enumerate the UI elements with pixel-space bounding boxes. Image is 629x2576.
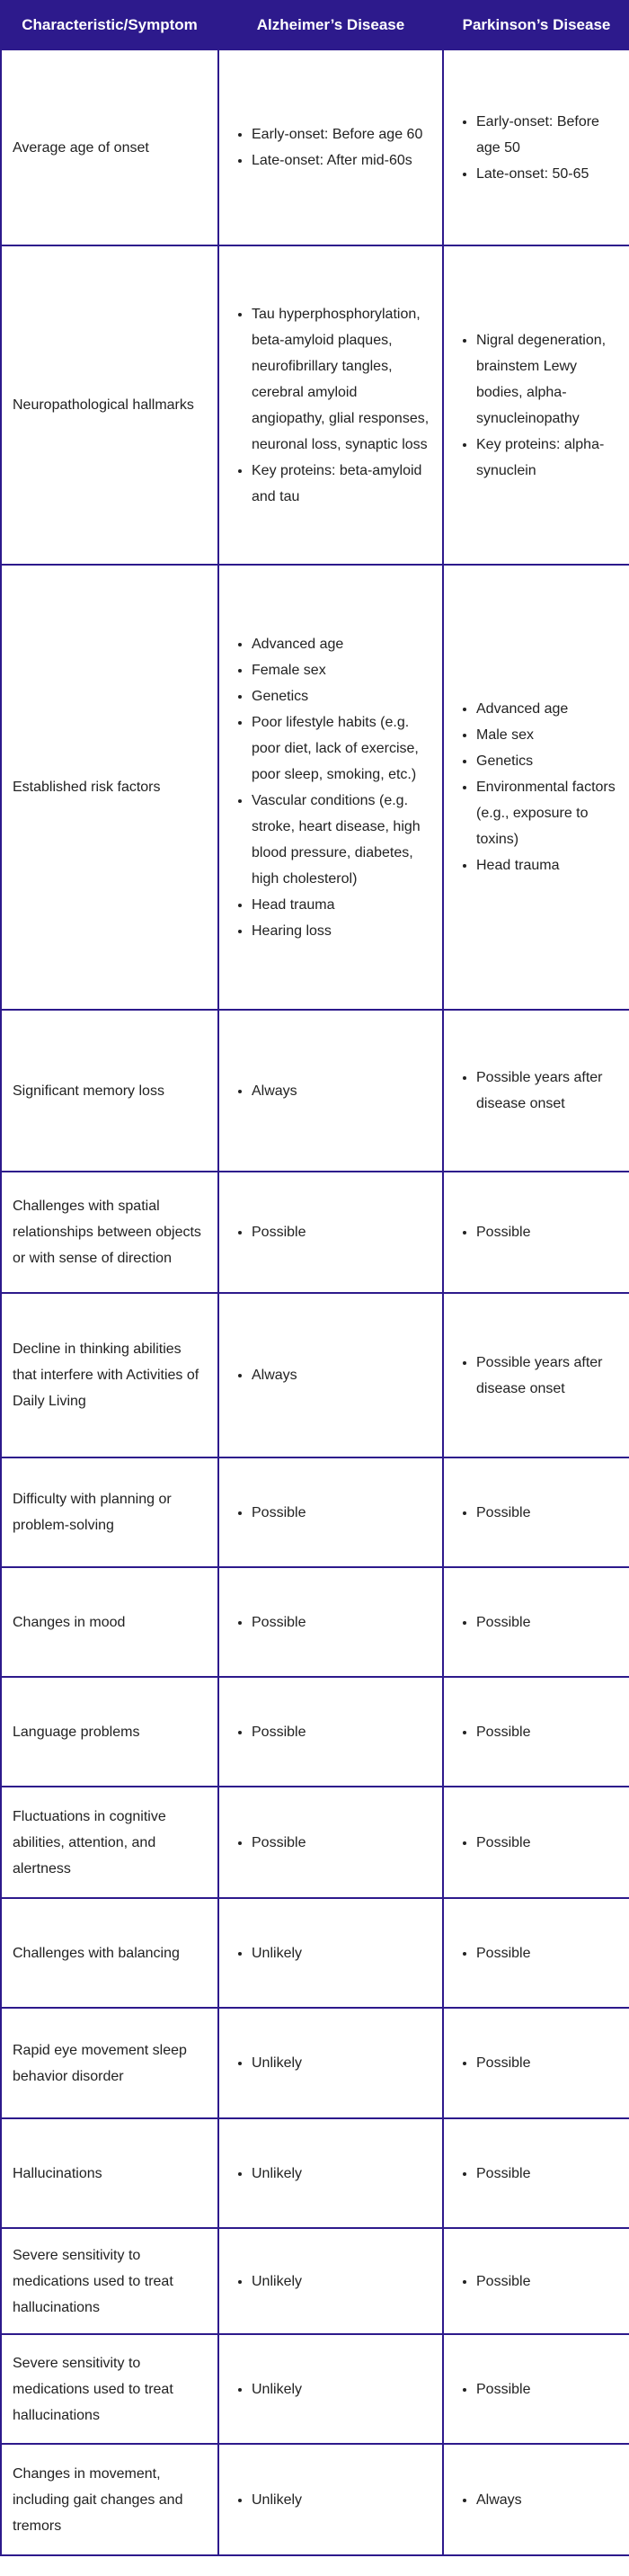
parkinsons-list-item: • Nigral degeneration, brainstem Lewy bodies, alpha-synucleinopathy [476, 327, 620, 432]
alzheimers-list-item: • Unlikely [252, 2161, 433, 2187]
parkinsons-list [455, 1830, 620, 1856]
parkinsons-cell [443, 2228, 629, 2334]
parkinsons-list-item: • Possible [476, 1940, 620, 1966]
header-row [1, 1, 629, 49]
alzheimers-list-item: • Unlikely [252, 2268, 433, 2295]
alzheimers-list [230, 1362, 433, 1388]
parkinsons-list [455, 696, 620, 878]
characteristic-cell: Language problems [1, 1677, 218, 1787]
parkinsons-list-item: • Possible years after disease onset [476, 1350, 620, 1402]
alzheimers-list [230, 1719, 433, 1745]
parkinsons-cell [443, 2334, 629, 2444]
parkinsons-list [455, 1500, 620, 1526]
characteristic-cell: Rapid eye movement sleep behavior disorder [1, 2008, 218, 2118]
header-parkinsons: Parkinson’s Disease [443, 1, 629, 49]
parkinsons-list-item: • Possible [476, 2161, 620, 2187]
alzheimers-cell [218, 1787, 443, 1898]
characteristic-cell: Changes in movement, including gait changes and tremors [1, 2444, 218, 2555]
parkinsons-list [455, 2487, 620, 2513]
alzheimers-cell [218, 1172, 443, 1293]
table-row [1, 1010, 629, 1172]
alzheimers-list-item: • Tau hyperphosphorylation, beta-amyloid plaques, neurofibrillary tangles, cerebral amyloid angiopathy, glial responses, neuronal loss, synaptic loss [252, 301, 433, 458]
alzheimers-cell [218, 2228, 443, 2334]
characteristic-cell: Challenges with balancing [1, 1898, 218, 2008]
alzheimers-list-item: • Unlikely [252, 2487, 433, 2513]
alzheimers-list-item: • Poor lifestyle habits (e.g. poor diet, lack of exercise, poor sleep, smoking, etc.) [252, 709, 433, 788]
parkinsons-list-item: • Possible [476, 1830, 620, 1856]
alzheimers-list-item: • Always [252, 1078, 433, 1104]
table-row [1, 1172, 629, 1293]
alzheimers-list-item: • Possible [252, 1500, 433, 1526]
parkinsons-cell [443, 49, 629, 245]
alzheimers-list-item: • Female sex [252, 657, 433, 683]
table-row [1, 2008, 629, 2118]
alzheimers-list [230, 301, 433, 510]
alzheimers-list-item: • Possible [252, 1609, 433, 1636]
parkinsons-cell [443, 1293, 629, 1457]
parkinsons-list-item: • Environmental factors (e.g., exposure to toxins) [476, 774, 620, 852]
parkinsons-list [455, 1219, 620, 1245]
header-characteristic: Characteristic/Symptom [1, 1, 218, 49]
parkinsons-cell [443, 1172, 629, 1293]
table-row [1, 1677, 629, 1787]
parkinsons-list-item: • Key proteins: alpha-synuclein [476, 432, 620, 484]
table-row [1, 1787, 629, 1898]
parkinsons-cell [443, 565, 629, 1010]
header-alzheimers: Alzheimer’s Disease [218, 1, 443, 49]
table-row [1, 2118, 629, 2228]
parkinsons-list-item: • Head trauma [476, 852, 620, 878]
alzheimers-cell [218, 245, 443, 565]
alzheimers-list [230, 2268, 433, 2295]
alzheimers-list-item: • Hearing loss [252, 918, 433, 944]
alzheimers-list [230, 2487, 433, 2513]
alzheimers-list-item: • Always [252, 1362, 433, 1388]
table-row [1, 245, 629, 565]
table-header [1, 1, 629, 49]
parkinsons-list-item: • Possible [476, 2050, 620, 2076]
alzheimers-list [230, 2161, 433, 2187]
parkinsons-list [455, 109, 620, 187]
alzheimers-list-item: • Unlikely [252, 1940, 433, 1966]
table-row [1, 49, 629, 245]
characteristic-cell: Fluctuations in cognitive abilities, attention, and alertness [1, 1787, 218, 1898]
parkinsons-list [455, 1609, 620, 1636]
alzheimers-cell [218, 2008, 443, 2118]
parkinsons-list [455, 327, 620, 484]
characteristic-cell: Severe sensitivity to medications used to treat hallucinations [1, 2334, 218, 2444]
parkinsons-list-item: • Early-onset: Before age 50 [476, 109, 620, 161]
alzheimers-list-item: • Advanced age [252, 631, 433, 657]
characteristic-cell: Average age of onset [1, 49, 218, 245]
alzheimers-list-item: • Early-onset: Before age 60 [252, 121, 433, 147]
table-row [1, 1457, 629, 1567]
parkinsons-list [455, 1940, 620, 1966]
parkinsons-list-item: • Advanced age [476, 696, 620, 722]
table-body [1, 49, 629, 2555]
parkinsons-list [455, 1719, 620, 1745]
parkinsons-cell [443, 245, 629, 565]
alzheimers-list-item: • Possible [252, 1830, 433, 1856]
alzheimers-cell [218, 1677, 443, 1787]
parkinsons-list-item: • Always [476, 2487, 620, 2513]
parkinsons-cell [443, 1567, 629, 1677]
parkinsons-list-item: • Possible [476, 1500, 620, 1526]
parkinsons-list [455, 2268, 620, 2295]
table-row [1, 1898, 629, 2008]
alzheimers-list-item: • Key proteins: beta-amyloid and tau [252, 458, 433, 510]
parkinsons-cell [443, 1677, 629, 1787]
alzheimers-list [230, 1609, 433, 1636]
parkinsons-cell [443, 1898, 629, 2008]
parkinsons-list-item: • Possible [476, 2376, 620, 2402]
table-row [1, 2444, 629, 2555]
parkinsons-cell [443, 2118, 629, 2228]
table-row [1, 1567, 629, 1677]
alzheimers-list [230, 631, 433, 944]
alzheimers-cell [218, 1010, 443, 1172]
alzheimers-cell [218, 2118, 443, 2228]
alzheimers-list-item: • Unlikely [252, 2050, 433, 2076]
alzheimers-list-item: • Late-onset: After mid-60s [252, 147, 433, 174]
characteristic-cell: Decline in thinking abilities that interfere with Activities of Daily Living [1, 1293, 218, 1457]
characteristic-cell: Difficulty with planning or problem-solving [1, 1457, 218, 1567]
parkinsons-cell [443, 2444, 629, 2555]
table-row [1, 1293, 629, 1457]
alzheimers-list-item: • Head trauma [252, 892, 433, 918]
parkinsons-list [455, 2050, 620, 2076]
alzheimers-cell [218, 2444, 443, 2555]
parkinsons-list-item: • Possible years after disease onset [476, 1065, 620, 1117]
characteristic-cell: Hallucinations [1, 2118, 218, 2228]
alzheimers-list [230, 121, 433, 174]
parkinsons-cell [443, 1010, 629, 1172]
alzheimers-list-item: • Vascular conditions (e.g. stroke, heart disease, high blood pressure, diabetes, high cholesterol) [252, 788, 433, 892]
parkinsons-list [455, 1350, 620, 1402]
characteristic-cell: Severe sensitivity to medications used to treat hallucinations [1, 2228, 218, 2334]
alzheimers-list [230, 1500, 433, 1526]
alzheimers-cell [218, 565, 443, 1010]
alzheimers-list-item: • Genetics [252, 683, 433, 709]
alzheimers-list [230, 1219, 433, 1245]
parkinsons-list [455, 1065, 620, 1117]
parkinsons-list-item: • Genetics [476, 748, 620, 774]
parkinsons-list-item: • Late-onset: 50-65 [476, 161, 620, 187]
alzheimers-cell [218, 1567, 443, 1677]
alzheimers-list-item: • Possible [252, 1219, 433, 1245]
parkinsons-cell [443, 1787, 629, 1898]
parkinsons-cell [443, 1457, 629, 1567]
alzheimers-cell [218, 2334, 443, 2444]
alzheimers-list [230, 2376, 433, 2402]
parkinsons-list [455, 2161, 620, 2187]
parkinsons-cell [443, 2008, 629, 2118]
parkinsons-list-item: • Possible [476, 1609, 620, 1636]
alzheimers-list-item: • Possible [252, 1719, 433, 1745]
characteristic-cell: Established risk factors [1, 565, 218, 1010]
alzheimers-cell [218, 1898, 443, 2008]
alzheimers-list [230, 1940, 433, 1966]
parkinsons-list-item: • Male sex [476, 722, 620, 748]
alzheimers-list [230, 1830, 433, 1856]
parkinsons-list-item: • Possible [476, 2268, 620, 2295]
alzheimers-cell [218, 49, 443, 245]
characteristic-cell: Significant memory loss [1, 1010, 218, 1172]
characteristic-cell: Changes in mood [1, 1567, 218, 1677]
characteristic-cell: Neuropathological hallmarks [1, 245, 218, 565]
parkinsons-list-item: • Possible [476, 1219, 620, 1245]
parkinsons-list-item: • Possible [476, 1719, 620, 1745]
table-row [1, 2228, 629, 2334]
alzheimers-cell [218, 1293, 443, 1457]
alzheimers-list-item: • Unlikely [252, 2376, 433, 2402]
alzheimers-cell [218, 1457, 443, 1567]
characteristic-cell: Challenges with spatial relationships between objects or with sense of direction [1, 1172, 218, 1293]
table-row [1, 2334, 629, 2444]
alzheimers-list [230, 1078, 433, 1104]
parkinsons-list [455, 2376, 620, 2402]
alzheimers-list [230, 2050, 433, 2076]
table-row [1, 565, 629, 1010]
